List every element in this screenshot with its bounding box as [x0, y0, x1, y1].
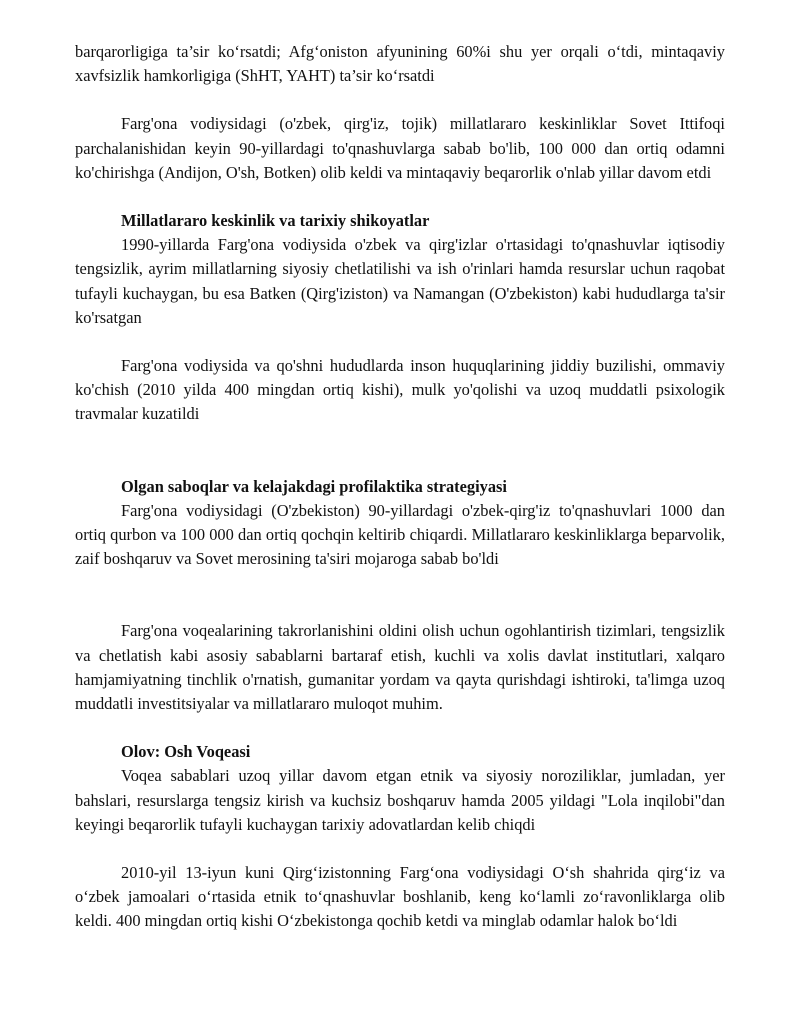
section-heading-interethnic-tension: Millatlararo keskinlik va tarixiy shikoyatlar [121, 211, 430, 231]
paragraph-prevention: Farg'ona voqealarining takrorlanishini oldini olish uchun ogohlantirish tizimlari, tengsizlik va chetlatish kabi asosiy sabablarni bartaraf etish, kuchli va xolis davlat institutlari, xalqaro hamjamiyatning tinchlik o'rnatish, gumanitar yordam va qayta qurishdagi ishtiroki, ta'limga uzoq muddatli investitsiyalar va millatlararo muloqot muhim. [75, 621, 725, 714]
paragraph-fergana-tensions: Farg'ona vodiysidagi (o'zbek, qirg'iz, tojik) millatlararo keskinliklar Sovet Ittifoqi parchalanishidan keyin 90-yillardagi to'qnashuvlarga sabab bo'lib, 100 000 dan ortiq odamni ko'chirishga (Andijon, O'sh, Botken) olib keldi va mintaqaviy beqarorlik o'nlab yillar davom etdi [75, 114, 725, 182]
spacer [75, 88, 725, 112]
paragraph-casualties: Farg'ona vodiysidagi (O'zbekiston) 90-yillardagi o'zbek-qirg'iz to'qnashuvlari 1000 dan ortiq qurbon va 100 000 dan ortiq qochqin keltirib chiqardi. Millatlararo keskinliklarga beparvolik, zaif boshqaruv va Sovet merosining ta'siri mojaroga sabab bo'ldi [75, 500, 725, 569]
spacer [75, 330, 725, 354]
spacer [75, 185, 725, 209]
spacer [75, 837, 725, 861]
section-heading-osh-events: Olov: Osh Voqeasi [121, 742, 251, 762]
spacer [75, 716, 725, 740]
document-page [75, 40, 725, 934]
paragraph-1990s-clashes: 1990-yillarda Farg'ona vodiysida o'zbek va qirg'izlar o'rtasidagi to'qnashuvlar iqtisodiy tengsizlik, ayrim millatlarning siyosiy chetlatilishi va ish o'rinlari hamda resurslar uchun raqobat tufayli kuchaygan, bu esa Batken (Qirg'iziston) va Namangan (O'zbekiston) kabi hududlarga ta'sir ko'rsatgan [75, 235, 725, 327]
paragraph-osh-causes: Voqea sabablari uzoq yillar davom etgan etnik va siyosiy noroziliklar, jumladan, yer bahslari, resurslarga tengsiz kirish va kuchsiz boshqaruv hamda 2005 yildagi "Lola inqilobi"dan keyingi beqarorlik tufayli kuchaygan tarixiy adovatlardan kelib chiqdi [75, 766, 725, 834]
paragraph-human-rights: Farg'ona vodiysida va qo'shni hududlarda inson huquqlarining jiddiy buzilishi, ommaviy ko'chish (2010 yilda 400 mingdan ortiq kishi), mulk yo'qolishi va uzoq muddatli psixologik travmalar kuzatildi [75, 356, 725, 424]
spacer [75, 427, 725, 475]
paragraph-intro: barqarorligiga ta’sir ko‘rsatdi; Afg‘oniston afyunining 60%i shu yer orqali o‘tdi, mintaqaviy xavfsizlik hamkorligiga (ShHT, YAHT) ta’sir ko‘rsatdi [75, 42, 725, 86]
spacer [75, 571, 725, 619]
section-heading-lessons-learned: Olgan saboqlar va kelajakdagi profilaktika strategiyasi [121, 476, 507, 496]
paragraph-osh-2010: 2010-yil 13-iyun kuni Qirg‘izistonning Farg‘ona vodiysidagi O‘sh shahrida qirg‘iz va o‘zbek jamoalari o‘rtasida etnik to‘qnashuvlar boshlanib, keng ko‘lamli zo‘ravonliklarga olib keldi. 400 mingdan ortiq kishi O‘zbekistonga qochib ketdi va minglab odamlar halok bo‘ldi [75, 863, 725, 931]
